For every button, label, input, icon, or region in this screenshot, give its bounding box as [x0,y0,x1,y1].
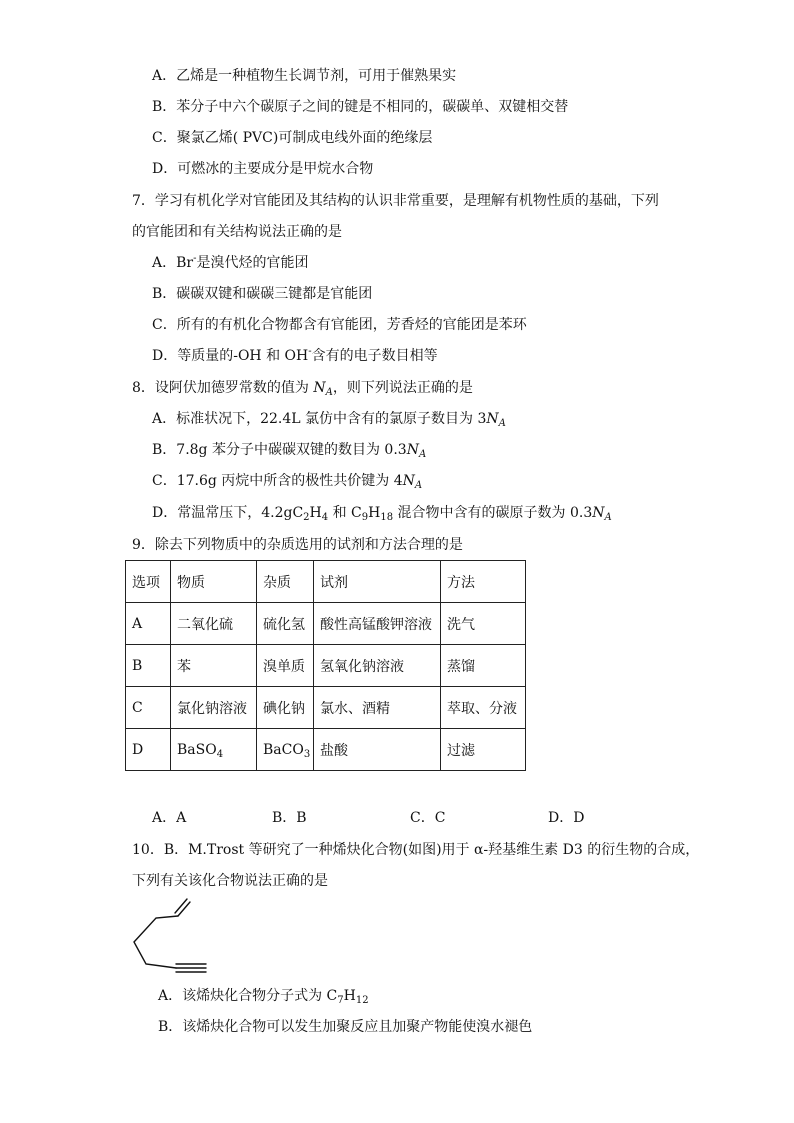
table-cell: D [126,729,171,771]
q7-a-sup: - [193,253,197,264]
q10-a-sub1: 7 [337,995,344,1006]
q8-stem-rest: ，则下列说法正确的是 [332,380,473,396]
formula-sub: 4 [216,748,224,760]
table-cell: 硫化氢 [257,603,314,645]
q8-na: N [313,380,326,396]
q10-stem-line2: 下列有关该化合物说法正确的是 [132,873,328,889]
double-bond-line2 [175,899,187,913]
q7-stem-line2: 的官能团和有关结构说法正确的是 [132,224,342,240]
q7-d-text: D．等质量的-OH 和 OH [152,348,309,364]
q8-stem-text: 8．设阿伏加德罗常数的值为 [132,380,314,396]
q8-b-text: B．7.8g 苯分子中碳碳双键的数目为 0.3 [152,442,407,458]
q10-option-b: B．该烯炔化合物可以发生加聚反应且加聚产物能使溴水褪色 [158,1019,533,1035]
double-bond-line1 [178,902,190,916]
table-cell: 盐酸 [314,729,441,771]
table-cell: C [126,687,171,729]
q8-c-na: N [402,473,415,489]
q6-option-d: D．可燃冰的主要成分是甲烷水合物 [152,161,374,177]
table-row [126,687,526,729]
q7-a-rest: 是溴代烃的官能团 [196,255,309,271]
q8-stem [132,378,473,400]
carbon-chain [134,916,178,968]
table-header-cell: 杂质 [257,561,314,603]
table-header-cell: 方法 [441,561,526,603]
q7-option-b: B．碳碳双键和碳碳三键都是官能团 [152,286,373,302]
table-cell: 酸性高锰酸钾溶液 [314,603,441,645]
q8-na-sub: A [325,387,333,398]
table-cell: 溴单质 [257,645,314,687]
q8-option-d [152,503,612,525]
q9-choice-c: C．C [410,810,446,826]
table-cell: B [126,645,171,687]
q8-a-text: A．标准状况下，22.4L 氯仿中含有的氯原子数目为 3 [152,411,487,427]
q8-d-text5: 混合物中含有的碳原子数为 0.3 [393,505,593,521]
table-cell: 氯水、酒精 [314,687,441,729]
table-cell: A [126,603,171,645]
q9-stem: 9．除去下列物质中的杂质选用的试剂和方法合理的是 [132,537,463,553]
q9-choice-d: D．D [548,810,585,826]
q8-d-text2: H [309,505,322,521]
q8-d-sub1: 2 [303,512,310,523]
q9-choice-a: A．A [152,810,187,826]
table-row [126,729,526,771]
q8-c-na-sub: A [414,480,423,491]
q7-d-rest: 含有的电子数目相等 [311,348,438,364]
formula-base: BaSO [177,741,217,758]
q7-option-d [152,346,438,368]
table-cell: 过滤 [441,729,526,771]
table-cell: 萃取、分液 [441,687,526,729]
q8-d-sub4: 18 [380,512,394,523]
q8-d-text3: 和 C [328,505,362,521]
table-header-cell: 选项 [126,561,171,603]
formula-base: BaCO [263,741,304,758]
q8-option-a [152,409,506,431]
table-header-cell: 物质 [171,561,257,603]
enyne-structure-diagram [128,896,210,980]
formula-sub: 3 [303,748,311,760]
q8-d-na-sub: A [604,512,612,523]
q8-c-text: C．17.6g 丙烷中所含的极性共价键为 4 [152,473,403,489]
q8-a-na: N [486,411,499,427]
q10-a-sub2: 12 [355,995,369,1006]
q7-option-c: C．所有的有机化合物都含有官能团，芳香烃的官能团是苯环 [152,317,527,333]
table-cell: 蒸馏 [441,645,526,687]
q10-a-mid: H [343,988,356,1004]
q8-d-text1: D．常温常压下，4.2gC [152,505,304,521]
table-cell [257,729,314,771]
q7-option-a [152,253,308,275]
q8-a-na-sub: A [498,418,506,429]
q7-stem-line1: 7．学习有机化学对官能团及其结构的认识非常重要，是理解有机物性质的基础，下列 [132,193,659,209]
table-row [126,603,526,645]
q6-option-a: A．乙烯是一种植物生长调节剂，可用于催熟果实 [152,68,457,84]
q8-b-na: N [406,442,419,458]
q8-b-na-sub: A [418,449,427,460]
table-cell: 碘化钠 [257,687,314,729]
q8-d-sub2: 4 [321,512,329,523]
q8-option-c [152,471,422,493]
q8-d-sub3: 9 [361,512,369,523]
q10-option-a [158,986,369,1008]
table-row [126,645,526,687]
table-cell [171,729,257,771]
q10-a-text: A．该烯炔化合物分子式为 C [158,988,338,1004]
q8-d-text4: H [368,505,381,521]
q6-option-b: B．苯分子中六个碳原子之间的键是不相同的，碳碳单、双键相交替 [152,99,569,115]
q10-stem-line1: 10．B．M.Trost 等研究了一种烯炔化合物(如图)用于 α-羟基维生素 D3 的衍生物的合成， [132,842,700,858]
table-cell: 洗气 [441,603,526,645]
table-header-cell: 试剂 [314,561,441,603]
q8-d-na: N [592,505,605,521]
q9-table [125,560,526,771]
table-cell: 氯化钠溶液 [171,687,257,729]
table-header-row [126,561,526,603]
table-cell: 苯 [171,645,257,687]
q9-choice-b: B．B [272,810,307,826]
q6-option-c: C．聚氯乙烯( PVC)可制成电线外面的绝缘层 [152,130,433,146]
table-cell: 二氧化硫 [171,603,257,645]
q7-d-sup: - [308,346,312,357]
q7-a-text: A．Br [152,255,194,271]
table-cell: 氢氧化钠溶液 [314,645,441,687]
q8-option-b [152,440,426,462]
